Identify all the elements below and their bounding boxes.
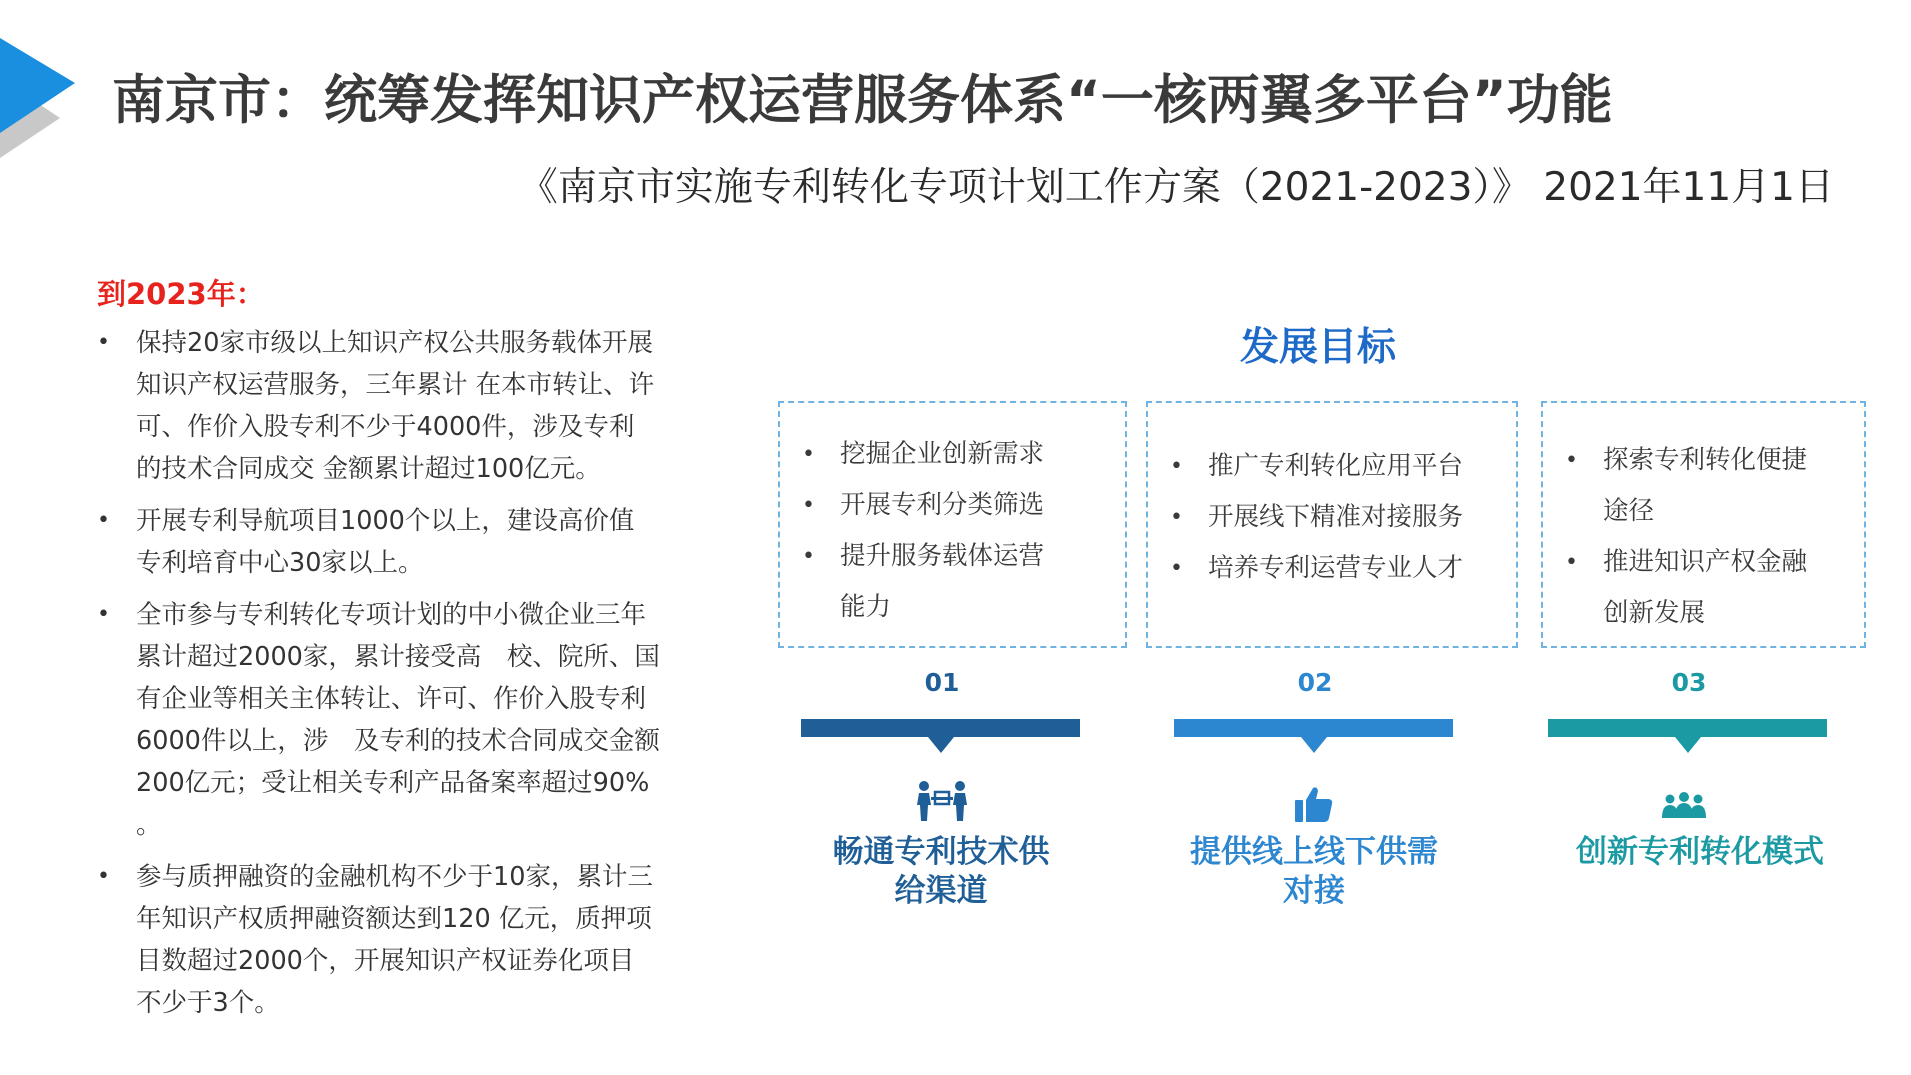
goal-bar-2-pointer bbox=[1301, 737, 1327, 753]
list-item: • 参与质押融资的金融机构不少于10家，累计三 年知识产权质押融资额达到120 亿元，质押项 目数超过2000个，开展知识产权证券化项目 不少于3个。 bbox=[97, 856, 747, 1024]
goal-item: • 提升服务载体运营 bbox=[802, 541, 1045, 571]
goal-item: 途径 bbox=[1603, 496, 1655, 526]
goal-item: • 培养专利运营专业人才 bbox=[1170, 553, 1464, 583]
goal-label-2: 提供线上线下供需 对接 bbox=[1190, 834, 1438, 909]
list-item: • 全市参与专利转化专项计划的中小微企业三年 累计超过2000家，累计接受高 校、院所、国 有企业等相关主体转让、许可、作价入股专利 6000件以上，涉 及专利的技术合同成交金额 200亿元；受让相关专利产品备案率超过90% 。 bbox=[97, 594, 747, 846]
goal-bar-1-pointer bbox=[928, 737, 954, 753]
goal-bar-1 bbox=[801, 719, 1080, 737]
goal-item: • 开展线下精准对接服务 bbox=[1170, 502, 1464, 532]
goal-item: • 推广专利转化应用平台 bbox=[1170, 451, 1464, 481]
bullet: • bbox=[97, 330, 110, 355]
list-item: • 保持20家市级以上知识产权公共服务载体开展 知识产权运营服务，三年累计 在本市转让、许 可、作价入股专利不少于4000件，涉及专利 的技术合同成交 金额累计超过100亿元。 bbox=[97, 322, 747, 490]
corner-arrow-icon bbox=[0, 38, 80, 158]
page-subtitle: 《南京市实施专利转化专项计划工作方案（2021-2023）》 2021年11月1日 bbox=[518, 165, 1834, 210]
people-connect-icon bbox=[916, 780, 968, 822]
goal-number-2: 02 bbox=[1297, 668, 1333, 697]
goal-item: • 推进知识产权金融 bbox=[1565, 547, 1808, 577]
goal-box-2 bbox=[1146, 401, 1518, 648]
target-list bbox=[97, 322, 747, 1034]
goal-bar-2 bbox=[1174, 719, 1453, 737]
thumbs-up-icon bbox=[1295, 786, 1333, 822]
goal-item: 能力 bbox=[840, 592, 892, 622]
goal-item: • 探索专利转化便捷 bbox=[1565, 445, 1808, 475]
goal-bar-3-pointer bbox=[1675, 737, 1701, 753]
year-heading: 到2023年： bbox=[97, 277, 265, 311]
goal-bar-3 bbox=[1548, 719, 1827, 737]
goal-number-1: 01 bbox=[924, 668, 960, 697]
group-icon bbox=[1660, 792, 1708, 818]
goals-title: 发展目标 bbox=[1240, 325, 1397, 370]
page-title: 南京市：统筹发挥知识产权运营服务体系“一核两翼多平台”功能 bbox=[112, 70, 1613, 131]
bullet: • bbox=[97, 602, 110, 627]
list-item: • 开展专利导航项目1000个以上，建设高价值 专利培育中心30家以上。 bbox=[97, 500, 747, 584]
bullet: • bbox=[97, 508, 110, 533]
goal-box-3 bbox=[1541, 401, 1866, 648]
goal-item: • 挖掘企业创新需求 bbox=[802, 439, 1045, 469]
goal-item: 创新发展 bbox=[1603, 598, 1706, 628]
goal-box-1 bbox=[778, 401, 1127, 648]
bullet: • bbox=[97, 864, 110, 889]
goal-number-3: 03 bbox=[1671, 668, 1707, 697]
goal-item: • 开展专利分类筛选 bbox=[802, 490, 1045, 520]
goal-label-1: 畅通专利技术供 给渠道 bbox=[832, 834, 1050, 909]
goal-label-3: 创新专利转化模式 bbox=[1576, 834, 1824, 870]
